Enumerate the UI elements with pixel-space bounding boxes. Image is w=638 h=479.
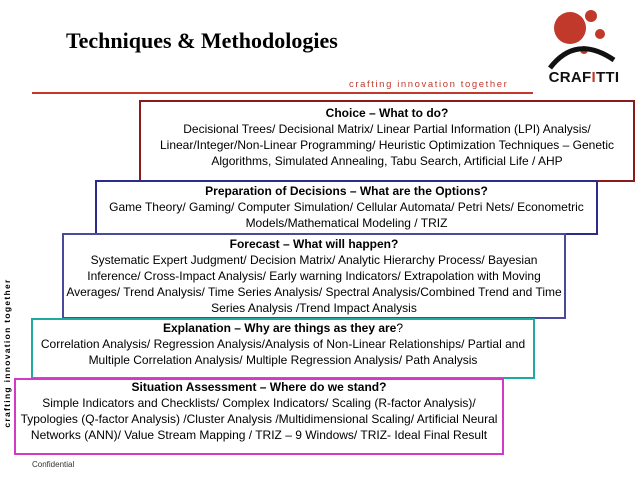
crafitti-logo [536, 6, 632, 94]
explanation-body: Correlation Analysis/ Regression Analysis/Analysis of Non-Linear Relationships/ Partial and Multiple Correlation Analysis/ Multiple Regression Analysis/ Path Analysis [40, 337, 526, 367]
situation-heading: Situation Assessment – Where do we stand? [131, 380, 387, 394]
explanation-heading-line [33, 320, 533, 336]
logo-wordmark-prefix: CRAF [548, 69, 592, 86]
header-tagline: crafting innovation together [349, 79, 509, 90]
preparation-box [95, 180, 598, 235]
forecast-body: Systematic Expert Judgment/ Decision Matrix/ Analytic Hierarchy Process/ Bayesian Inference/ Cross-Impact Analysis/ Early warning Indicators/ Extrapolation with Moving Averages/ Trend Analysis/ Time Series Analysis/ Spectral Analysis/Combined Trend and Time Series Analysis /Trend Impact Analysis [66, 253, 562, 315]
explanation-heading-suffix: ? [396, 321, 404, 335]
preparation-body: Game Theory/ Gaming/ Computer Simulation/ Cellular Automata/ Petri Nets/ Econometric Models/Mathematical Modeling / TRIZ [109, 200, 584, 230]
preparation-heading: Preparation of Decisions – What are the Options? [205, 184, 488, 198]
explanation-heading: Explanation – Why are things as they are [162, 321, 397, 335]
situation-box [14, 378, 504, 455]
sidebar-tagline-text: crafting innovation together [2, 278, 12, 428]
choice-heading: Choice – What to do? [325, 106, 449, 120]
forecast-box [62, 233, 566, 319]
sidebar-tagline [0, 266, 14, 444]
choice-body: Decisional Trees/ Decisional Matrix/ Linear Partial Information (LPI) Analysis/ Linear/Integer/Non-Linear Programming/ Heuristic Optimization Techniques – Genetic Algorithms, Simulated Annealing, Tabu Search, Artificial Life / AHP [159, 122, 614, 168]
choice-box [139, 100, 635, 182]
header-divider [32, 92, 533, 94]
confidential-label: Confidential [32, 460, 75, 469]
logo-wordmark [536, 69, 632, 86]
explanation-box [31, 318, 535, 379]
logo-wordmark-suffix: TTI [595, 69, 620, 86]
page-title: Techniques & Methodologies [66, 28, 338, 53]
logo-wordmark-i: I [591, 69, 596, 86]
logo-dots-icon [536, 6, 632, 70]
forecast-heading: Forecast – What will happen? [229, 237, 399, 251]
situation-body: Simple Indicators and Checklists/ Complex Indicators/ Scaling (R-factor Analysis)/ Typologies (Q-factor Analysis) /Cluster Analysis /Multidimensional Scaling/ Artificial Neural Networks (ANN)/ Value Stream Mapping / TRIZ – 9 Windows/ TRIZ- Ideal Final Result [20, 396, 498, 442]
